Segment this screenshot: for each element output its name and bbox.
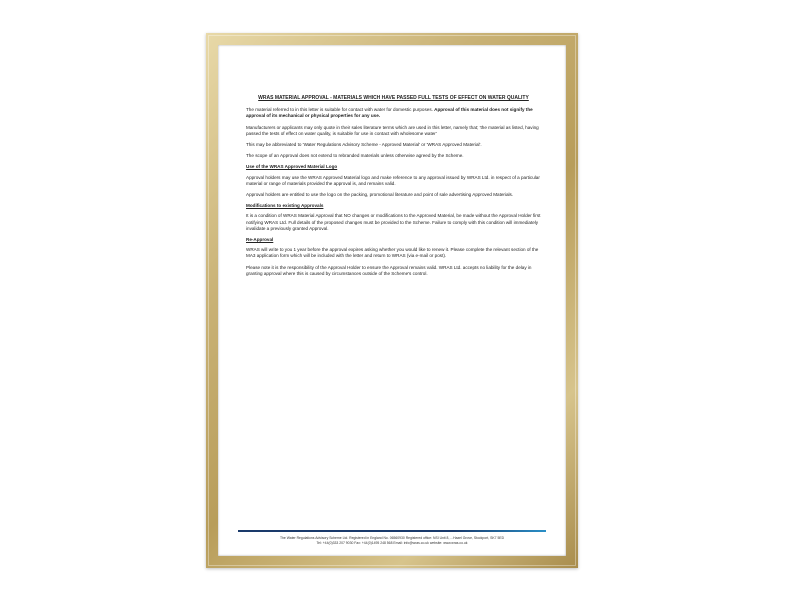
picture-frame	[206, 33, 578, 568]
document-body	[246, 95, 541, 282]
footer-line-2: Tel: +44(0)333 207 9030 Fax: +44(0)1495 248 568 Email: info@wras.co.uk website: www.wras.co.uk	[316, 541, 468, 545]
logo-paragraph-1: Approval holders may use the WRAS Approved Material logo and make reference to any approval issued by WRAS Ltd. in respect of a particular material or range of materials provided the approval is, and remains valid.	[246, 174, 540, 186]
logo-paragraph-2: Approval holders are entitled to use the logo on the packing, promotional literature and point of sale advertising Approved Materials.	[246, 192, 514, 198]
intro-paragraph	[246, 107, 541, 119]
modifications-section-heading: Modifications to existing Approvals	[246, 203, 324, 209]
footer-rule	[238, 530, 546, 532]
reapproval-section-heading: Re-Approval	[246, 237, 274, 243]
logo-section-heading: Use of the WRAS Approved Material Logo	[246, 164, 338, 170]
modifications-paragraph: It is a condition of WRAS Material Approval that NO changes or modifications to the Approved Material, be made without the Approval Holder first notifying WRAS Ltd. Full details of the proposed changes must be provided to the Scheme. Failure to comply with this condition will immediately invalidate a previously granted Approval.	[246, 213, 541, 231]
document-footer	[238, 530, 546, 546]
intro-text: The material referred to in this letter is suitable for contact with water for domestic purposes.	[246, 107, 435, 113]
document-title: WRAS MATERIAL APPROVAL - MATERIALS WHICH HAVE PASSED FULL TESTS OF EFFECT ON WATER QUALITY	[258, 95, 529, 101]
intro-bold-text: Approval of this material does not signify the approval of its mechanical or physical properties for any use.	[246, 107, 533, 119]
abbreviation-paragraph: This may be abbreviated to 'Water Regulations Advisory Scheme - Approved Material' or 'WRAS Approved Material'.	[246, 142, 482, 148]
scope-paragraph: The scope of an Approval does not extend to rebranded materials unless otherwise agreed by the Scheme.	[246, 153, 464, 159]
manufacturers-paragraph: Manufacturers or applicants may only quote in their sales literature terms which are used in this letter, namely that; 'the material as listed, having passed the tests of effect on water quality, is suitable for use in contact with wholesome water'	[246, 124, 539, 136]
document-page	[218, 45, 566, 556]
reapproval-paragraph-1: WRAS will write to you 1 year before the approval expires asking whether you would like to renew it. Please complete the relevant section of the MA3 application form which will be included with the letter and return to WRAS (via e-mail or post).	[246, 247, 539, 259]
reapproval-paragraph-2: Please note it is the responsibility of the Approval Holder to ensure the Approval remains valid. WRAS Ltd. accepts no liability for the delay in granting approval where this is caused by circumstances outside of the Scheme's control.	[246, 264, 532, 276]
footer-line-1: The Water Regulations Advisory Scheme Ltd. Registered in England No. 06560930 Registered office: NSI Unit 8, ...Hazel Grove, Stockport, SK7 5ED	[279, 536, 505, 540]
